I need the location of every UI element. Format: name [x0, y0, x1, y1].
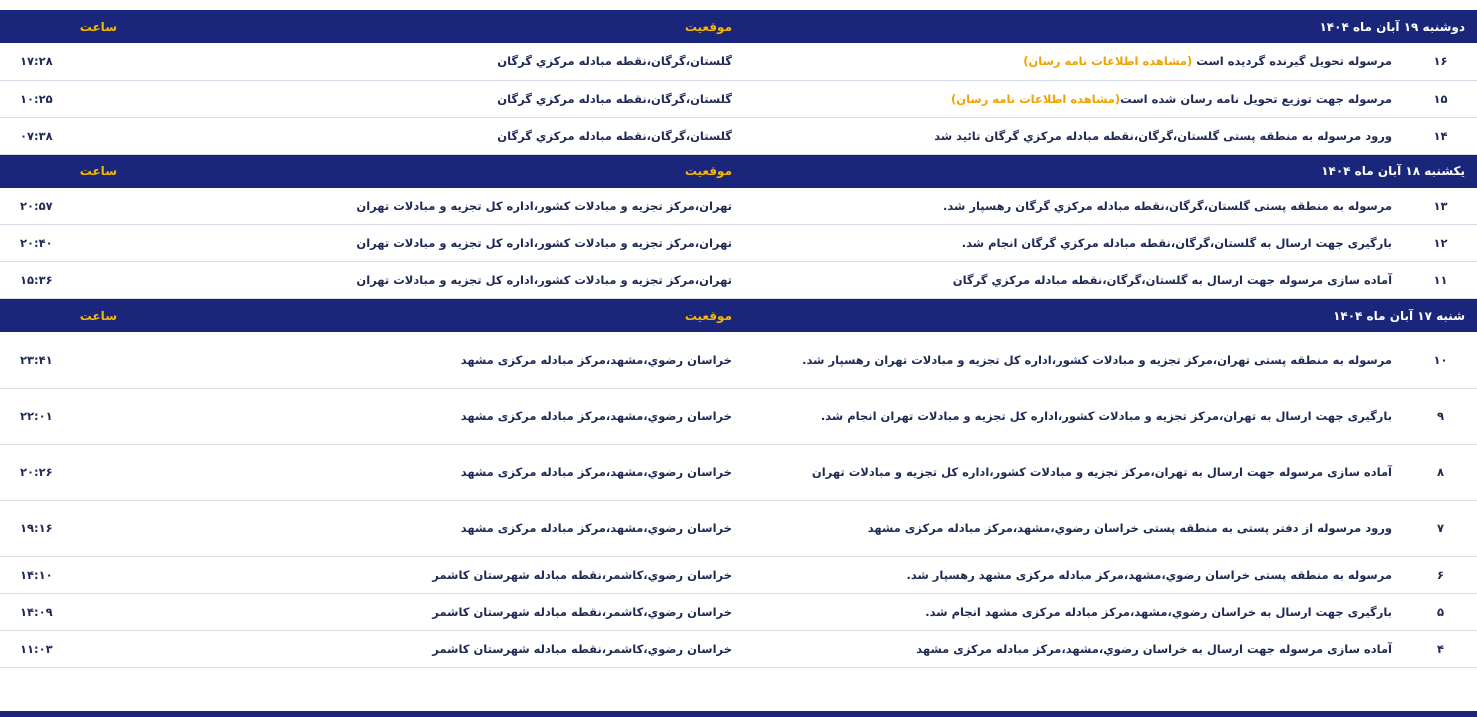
- table-row: [0, 262, 1477, 299]
- event-location: خراسان رضوي،مشهد،مرکز مبادله مرکزی مشهد: [129, 332, 744, 388]
- time-header: ساعت: [0, 299, 129, 333]
- event-location: تهران،مرکز تجزیه و مبادلات کشور،اداره کل تجزیه و مبادلات تهران: [129, 225, 744, 262]
- event-location: خراسان رضوي،مشهد،مرکز مبادله مرکزی مشهد: [129, 388, 744, 444]
- event-location: تهران،مرکز تجزیه و مبادلات کشور،اداره کل تجزیه و مبادلات تهران: [129, 262, 744, 299]
- event-text: مرسوله به منطقه پستی خراسان رضوي،مشهد،مرکز مبادله مرکزی مشهد رهسپار شد.: [906, 567, 1393, 582]
- table-row: [0, 225, 1477, 262]
- event-number: ۱۰: [1404, 332, 1477, 388]
- event-time: ۱۹:۱۶: [0, 500, 129, 556]
- event-time: ۱۰:۲۵: [0, 80, 129, 117]
- table-row: [0, 332, 1477, 388]
- table-row: [0, 388, 1477, 444]
- event-number: ۱۶: [1404, 43, 1477, 80]
- time-header: ساعت: [0, 10, 129, 43]
- event-number: ۷: [1404, 500, 1477, 556]
- view-postman-info-link[interactable]: (مشاهده اطلاعات نامه رسان): [1023, 54, 1193, 69]
- event-time: ۲۰:۴۰: [0, 225, 129, 262]
- event-description: [744, 388, 1404, 444]
- event-location: خراسان رضوي،مشهد،مرکز مبادله مرکزی مشهد: [129, 444, 744, 500]
- event-number: ۱۴: [1404, 117, 1477, 154]
- event-description: [744, 444, 1404, 500]
- event-description: [744, 43, 1404, 80]
- event-description: [744, 262, 1404, 299]
- event-text: آماده سازی مرسوله جهت ارسال به گلستان،گرگان،نقطه مبادله مرکزي گرگان: [952, 273, 1393, 287]
- event-number: ۶: [1404, 556, 1477, 593]
- event-number: ۵: [1404, 593, 1477, 630]
- tracking-table: [0, 10, 1477, 668]
- event-number: ۱۱: [1404, 262, 1477, 299]
- event-time: ۱۴:۱۰: [0, 556, 129, 593]
- event-text: مرسوله به منطقه پستی تهران،مرکز تجزیه و مبادلات کشور،اداره کل تجزیه و مبادلات تهران رهسپار شد.: [802, 352, 1393, 367]
- table-row: [0, 556, 1477, 593]
- location-header: موقعیت: [129, 154, 744, 188]
- event-time: ۲۳:۴۱: [0, 332, 129, 388]
- event-location: تهران،مرکز تجزیه و مبادلات کشور،اداره کل تجزیه و مبادلات تهران: [129, 188, 744, 225]
- day-date: یکشنبه ۱۸ آبان ماه ۱۴۰۴: [744, 154, 1477, 188]
- table-row: [0, 80, 1477, 117]
- event-time: ۱۱:۰۳: [0, 630, 129, 667]
- event-text: مرسوله به منطقه پستی گلستان،گرگان،نقطه مبادله مرکزي گرگان رهسپار شد.: [943, 198, 1393, 213]
- event-location: خراسان رضوي،کاشمر،نقطه مبادله شهرستان کاشمر: [129, 593, 744, 630]
- event-number: ۸: [1404, 444, 1477, 500]
- event-time: ۰۷:۳۸: [0, 117, 129, 154]
- event-number: ۴: [1404, 630, 1477, 667]
- event-text: ورود مرسوله به منطقه پستی گلستان،گرگان،نقطه مبادله مرکزي گرگان تائید شد: [934, 128, 1393, 143]
- event-time: ۲۰:۵۷: [0, 188, 129, 225]
- event-text: مرسوله تحویل گیرنده گردیده است: [1192, 54, 1393, 69]
- event-time: ۱۷:۲۸: [0, 43, 129, 80]
- table-row: [0, 500, 1477, 556]
- location-header: موقعیت: [129, 299, 744, 333]
- event-description: [744, 80, 1404, 117]
- table-row: [0, 188, 1477, 225]
- event-location: گلستان،گرگان،نقطه مبادله مرکزي گرگان: [129, 80, 744, 117]
- table-row: [0, 444, 1477, 500]
- table-row: [0, 593, 1477, 630]
- event-description: [744, 188, 1404, 225]
- bottom-bar: [0, 711, 1477, 717]
- location-header: موقعیت: [129, 10, 744, 43]
- day-header-row: [0, 10, 1477, 43]
- event-description: [744, 556, 1404, 593]
- day-header-row: [0, 299, 1477, 333]
- event-time: ۱۴:۰۹: [0, 593, 129, 630]
- event-location: خراسان رضوي،کاشمر،نقطه مبادله شهرستان کاشمر: [129, 556, 744, 593]
- event-text: بارگیری جهت ارسال به خراسان رضوي،مشهد،مرکز مبادله مرکزی مشهد انجام شد.: [925, 604, 1393, 619]
- event-time: ۲۲:۰۱: [0, 388, 129, 444]
- event-number: ۱۳: [1404, 188, 1477, 225]
- event-description: [744, 225, 1404, 262]
- table-row: [0, 43, 1477, 80]
- event-location: خراسان رضوي،مشهد،مرکز مبادله مرکزی مشهد: [129, 500, 744, 556]
- table-row: [0, 630, 1477, 667]
- event-location: گلستان،گرگان،نقطه مبادله مرکزي گرگان: [129, 117, 744, 154]
- event-number: ۱۲: [1404, 225, 1477, 262]
- time-header: ساعت: [0, 154, 129, 188]
- day-date: شنبه ۱۷ آبان ماه ۱۴۰۴: [744, 299, 1477, 333]
- event-location: خراسان رضوي،کاشمر،نقطه مبادله شهرستان کاشمر: [129, 630, 744, 667]
- table-row: [0, 117, 1477, 154]
- event-text: ورود مرسوله از دفتر پستی به منطقه پستی خراسان رضوي،مشهد،مرکز مبادله مرکزی مشهد: [867, 521, 1393, 535]
- event-description: [744, 332, 1404, 388]
- event-text: بارگیری جهت ارسال به گلستان،گرگان،نقطه مبادله مرکزي گرگان انجام شد.: [961, 236, 1393, 250]
- event-text: بارگیری جهت ارسال به تهران،مرکز تجزیه و مبادلات کشور،اداره کل تجزیه و مبادلات تهران انجام شد.: [820, 409, 1393, 423]
- view-postman-info-link[interactable]: (مشاهده اطلاعات نامه رسان): [951, 91, 1121, 106]
- event-number: ۱۵: [1404, 80, 1477, 117]
- event-description: [744, 117, 1404, 154]
- event-location: گلستان،گرگان،نقطه مبادله مرکزي گرگان: [129, 43, 744, 80]
- event-description: [744, 593, 1404, 630]
- event-text: آماده سازی مرسوله جهت ارسال به خراسان رضوي،مشهد،مرکز مبادله مرکزی مشهد: [916, 641, 1393, 656]
- event-time: ۱۵:۳۶: [0, 262, 129, 299]
- day-date: دوشنبه ۱۹ آبان ماه ۱۴۰۴: [744, 10, 1477, 43]
- event-description: [744, 500, 1404, 556]
- event-number: ۹: [1404, 388, 1477, 444]
- day-header-row: [0, 154, 1477, 188]
- event-description: [744, 630, 1404, 667]
- event-text: آماده سازی مرسوله جهت ارسال به تهران،مرکز تجزیه و مبادلات کشور،اداره کل تجزیه و مبادلات تهران: [811, 465, 1393, 479]
- event-text: مرسوله جهت توزیع تحویل نامه رسان شده است: [1120, 91, 1393, 106]
- event-time: ۲۰:۲۶: [0, 444, 129, 500]
